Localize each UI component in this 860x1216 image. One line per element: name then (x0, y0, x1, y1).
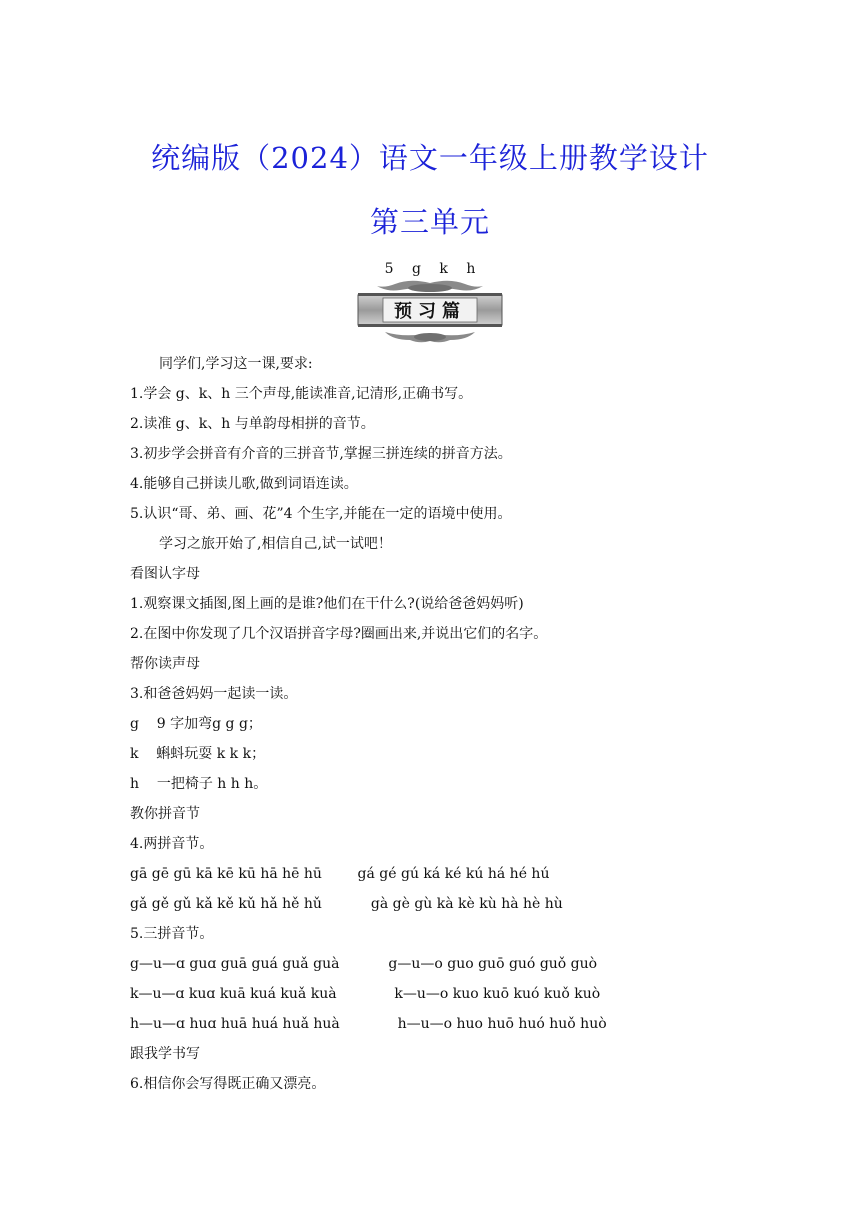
encouragement: 学习之旅开始了,相信自己,试一试吧！ (159, 536, 392, 552)
goal-1: 1.学会 g、k、h 三个声母,能读准音,记清形,正确书写。 (130, 386, 473, 402)
three-part-syllables-k: k—u—ɑ kuɑ kuā kuá kuǎ kuà k—u—o kuo kuō kuó kuǒ kuò (130, 986, 601, 1002)
goal-2: 2.读准 g、k、h 与单韵母相拼的音节。 (130, 416, 375, 432)
question-3: 3.和爸爸妈妈一起读一读。 (130, 686, 298, 702)
rhyme-k: k 蝌蚪玩耍 k k k； (130, 746, 266, 762)
banner-label: 预习篇 (394, 301, 466, 322)
goal-5: 5.认识“哥、弟、画、花”4 个生字,并能在一定的语境中使用。 (130, 506, 512, 522)
question-5: 5.三拼音节。 (130, 926, 214, 942)
two-part-syllables-row-2: gǎ gě gǔ kǎ kě kǔ hǎ hě hǔ gà gè gù kà kè kù hà hè hù (130, 896, 563, 912)
rhyme-h: h 一把椅子 h h h。 (130, 776, 268, 792)
unit-title: 第三单元 (369, 205, 490, 239)
section-heading-spell: 教你拼音节 (130, 806, 200, 822)
section-heading-read: 帮你读声母 (130, 656, 200, 672)
question-4: 4.两拼音节。 (130, 836, 214, 852)
three-part-syllables-g: g—u—ɑ guɑ guā guá guǎ guà g—u—o guo guō guó guǒ guò (130, 956, 598, 972)
section-heading-write: 跟我学书写 (130, 1046, 200, 1062)
document-title: 统编版（2024）语文一年级上册教学设计 (151, 141, 709, 175)
question-2: 2.在图中你发现了几个汉语拼音字母?圈画出来,并说出它们的名字。 (130, 626, 548, 642)
two-part-syllables-row-1: gā gē gū kā kē kū hā hē hū gá gé gú ká ké kú há hé hú (130, 866, 550, 882)
question-6: 6.相信你会写得既正确又漂亮。 (130, 1076, 326, 1092)
section-heading-picture: 看图认字母 (130, 566, 200, 582)
three-part-syllables-h: h—u—ɑ huɑ huā huá huǎ huà h—u—o huo huō huó huǒ huò (130, 1016, 607, 1032)
goal-3: 3.初步学会拼音有介音的三拼音节,掌握三拼连续的拼音方法。 (130, 446, 512, 462)
question-1: 1.观察课文插图,图上画的是谁?他们在干什么?(说给爸爸妈妈听) (130, 596, 524, 612)
preview-section-banner (355, 278, 505, 346)
goal-4: 4.能够自己拼读儿歌,做到词语连读。 (130, 476, 358, 492)
rhyme-g: g 9 字加弯g g g； (130, 716, 262, 732)
intro-line: 同学们,学习这一课,要求: (159, 356, 313, 372)
lesson-heading: 5 g k h (384, 261, 476, 277)
